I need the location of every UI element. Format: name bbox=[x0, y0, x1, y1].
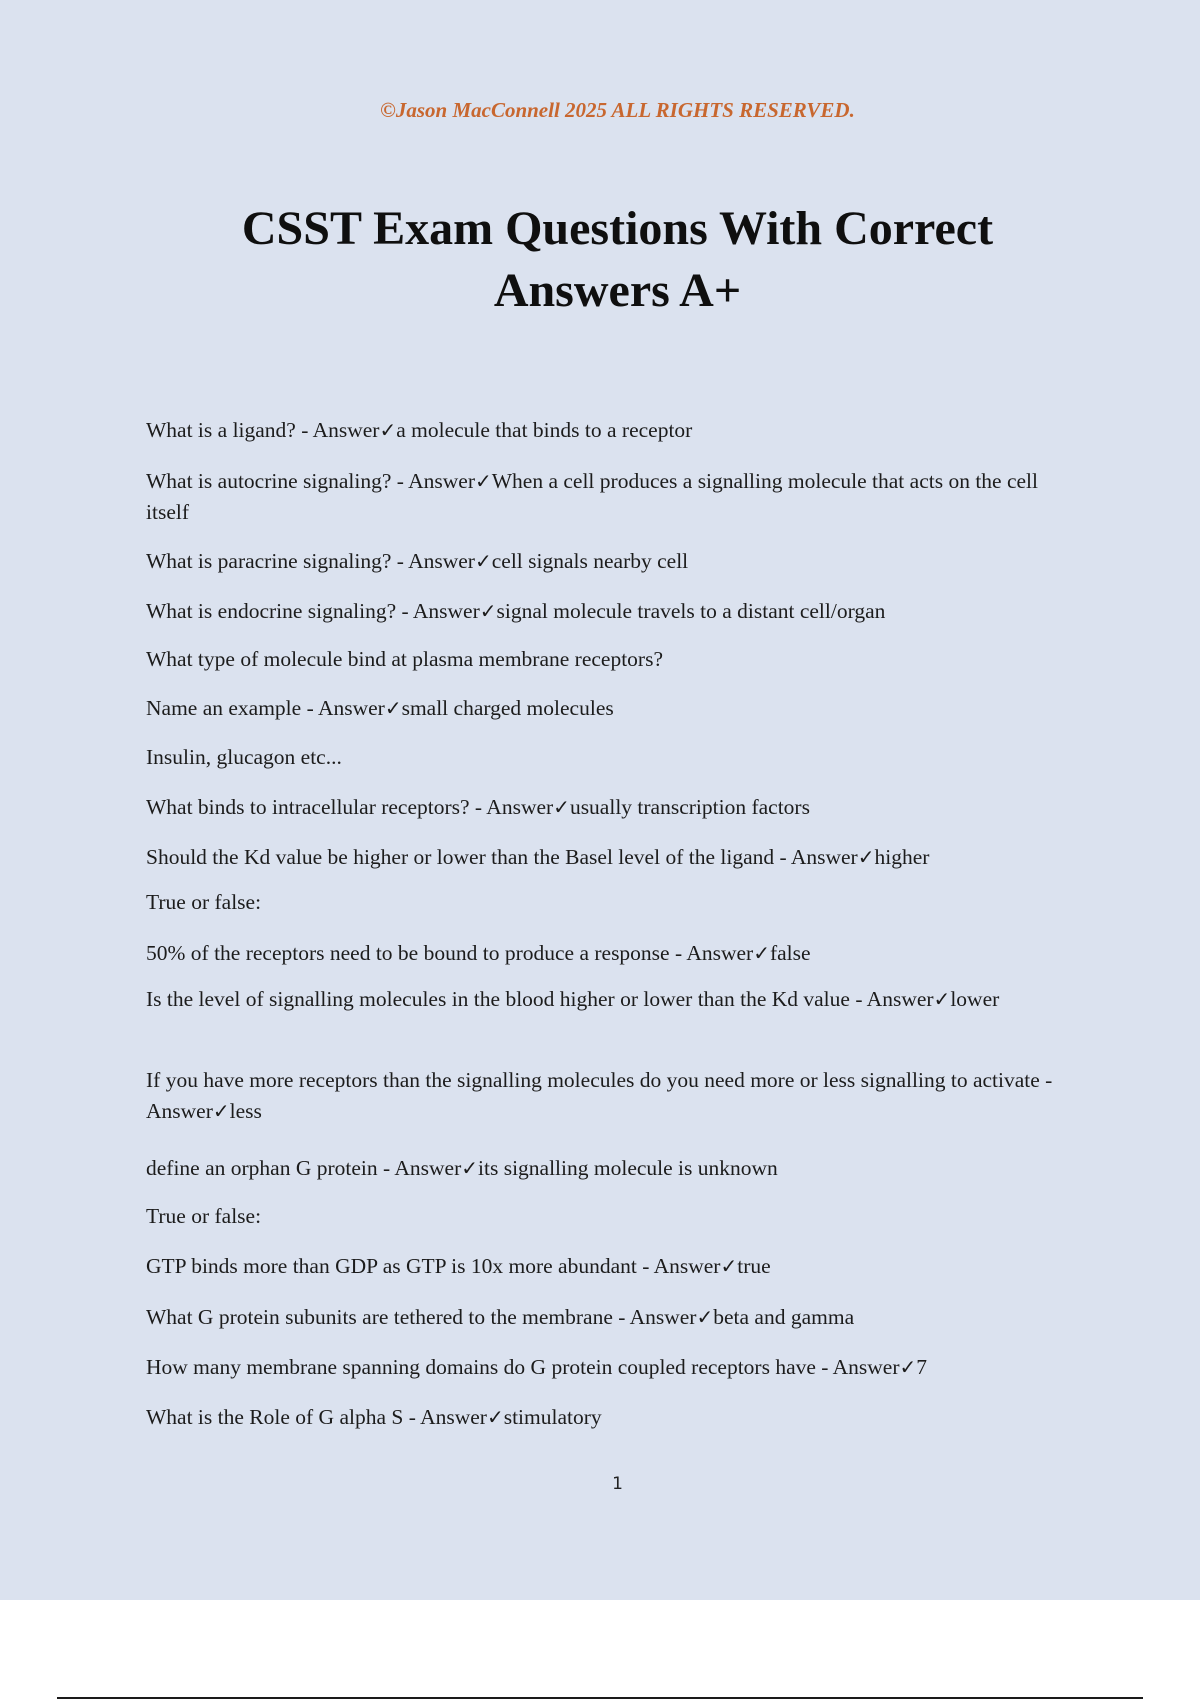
qa-item bbox=[146, 1302, 1086, 1333]
checkmark-icon: ✓ bbox=[384, 696, 402, 720]
qa-question: Is the level of signalling molecules in the blood higher or lower than the Kd value - bbox=[146, 987, 867, 1011]
qa-item bbox=[146, 1352, 1086, 1383]
checkmark-icon: ✓ bbox=[379, 418, 397, 442]
qa-text: True or false: bbox=[146, 1204, 262, 1228]
qa-text: Insulin, glucagon etc... bbox=[146, 745, 342, 769]
qa-question: define an orphan G protein - bbox=[146, 1156, 395, 1180]
document-title bbox=[0, 198, 1200, 322]
qa-question: What is endocrine signaling? - bbox=[146, 599, 413, 623]
title-line-1: CSST Exam Questions With Correct bbox=[241, 202, 994, 255]
qa-answer: When a cell produces a signalling molecule that acts on the cell itself bbox=[146, 469, 1039, 524]
qa-answer: lower bbox=[950, 987, 1000, 1011]
qa-answer: true bbox=[737, 1254, 771, 1278]
qa-item bbox=[146, 984, 1086, 1015]
checkmark-icon: ✓ bbox=[461, 1156, 479, 1180]
qa-question: What is a ligand? - bbox=[146, 418, 313, 442]
qa-answer: less bbox=[229, 1099, 262, 1123]
answer-label: Answer bbox=[408, 469, 475, 493]
qa-item bbox=[146, 596, 1086, 627]
answer-label: Answer bbox=[317, 696, 385, 720]
answer-label: Answer bbox=[629, 1305, 697, 1329]
qa-text: What type of molecule bind at plasma membrane receptors? bbox=[146, 647, 663, 671]
qa-item bbox=[146, 1201, 1086, 1232]
qa-item bbox=[146, 742, 1086, 773]
qa-answer: beta and gamma bbox=[713, 1305, 855, 1329]
qa-item bbox=[146, 842, 1086, 873]
checkmark-icon: ✓ bbox=[899, 1355, 917, 1379]
qa-question: If you have more receptors than the signalling molecules do you need more or less signalling to activate - bbox=[146, 1068, 1053, 1092]
qa-question: 50% of the receptors need to be bound to produce a response - bbox=[146, 941, 687, 965]
copyright-notice: ©Jason MacConnell 2025 ALL RIGHTS RESERVED. bbox=[380, 98, 855, 122]
qa-question: How many membrane spanning domains do G protein coupled receptors have - bbox=[146, 1355, 833, 1379]
checkmark-icon: ✓ bbox=[857, 845, 875, 869]
qa-item bbox=[146, 792, 1086, 823]
checkmark-icon: ✓ bbox=[474, 549, 492, 573]
qa-answer: 7 bbox=[916, 1355, 928, 1379]
title-line-2: Answers A+ bbox=[493, 264, 742, 317]
qa-question: GTP binds more than GDP as GTP is 10x more abundant - bbox=[146, 1254, 654, 1278]
qa-item bbox=[146, 644, 1086, 675]
checkmark-icon: ✓ bbox=[486, 1405, 504, 1429]
answer-label: Answer bbox=[312, 418, 380, 442]
qa-answer: its signalling molecule is unknown bbox=[478, 1156, 778, 1180]
qa-question: Should the Kd value be higher or lower than the Basel level of the ligand - bbox=[146, 845, 791, 869]
checkmark-icon: ✓ bbox=[479, 599, 497, 623]
checkmark-icon: ✓ bbox=[212, 1099, 230, 1123]
checkmark-icon: ✓ bbox=[553, 795, 570, 819]
answer-label: Answer bbox=[420, 1405, 487, 1429]
qa-answer: a molecule that binds to a receptor bbox=[396, 418, 693, 442]
checkmark-icon: ✓ bbox=[696, 1305, 714, 1329]
answer-label: Answer bbox=[408, 549, 475, 573]
checkmark-icon: ✓ bbox=[933, 987, 951, 1011]
qa-answer: stimulatory bbox=[503, 1405, 602, 1429]
qa-text: True or false: bbox=[146, 890, 262, 914]
qa-answer: higher bbox=[874, 845, 930, 869]
checkmark-icon: ✓ bbox=[720, 1254, 738, 1278]
answer-label: Answer bbox=[832, 1355, 900, 1379]
answer-label: Answer bbox=[866, 987, 934, 1011]
qa-item bbox=[146, 1065, 1086, 1127]
page-number: 1 bbox=[612, 1474, 623, 1494]
qa-item bbox=[146, 887, 1086, 918]
qa-question: Name an example - bbox=[146, 696, 318, 720]
qa-answer: false bbox=[769, 941, 811, 965]
answer-label: Answer bbox=[486, 795, 554, 819]
answer-label: Answer bbox=[686, 941, 754, 965]
footer-divider bbox=[57, 1697, 1143, 1699]
answer-label: Answer bbox=[146, 1099, 213, 1123]
qa-question: What G protein subunits are tethered to the membrane - bbox=[146, 1305, 630, 1329]
qa-answer: cell signals nearby cell bbox=[491, 549, 689, 573]
answer-label: Answer bbox=[394, 1156, 462, 1180]
qa-answer: signal molecule travels to a distant cell/organ bbox=[496, 599, 886, 623]
qa-question: What binds to intracellular receptors? - bbox=[146, 795, 487, 819]
qa-question: What is the Role of G alpha S - bbox=[146, 1405, 421, 1429]
answer-label: Answer bbox=[790, 845, 858, 869]
qa-item bbox=[146, 546, 1086, 577]
qa-item bbox=[146, 466, 1086, 528]
qa-question: What is autocrine signaling? - bbox=[146, 469, 409, 493]
qa-item bbox=[146, 1402, 1086, 1433]
qa-item bbox=[146, 1251, 1086, 1282]
qa-answer: small charged molecules bbox=[401, 696, 614, 720]
qa-item bbox=[146, 415, 1086, 446]
answer-label: Answer bbox=[653, 1254, 721, 1278]
qa-item bbox=[146, 938, 1086, 969]
answer-label: Answer bbox=[412, 599, 480, 623]
checkmark-icon: ✓ bbox=[753, 941, 770, 965]
qa-item bbox=[146, 1153, 1086, 1184]
checkmark-icon: ✓ bbox=[474, 469, 492, 493]
qa-question: What is paracrine signaling? - bbox=[146, 549, 409, 573]
qa-item bbox=[146, 693, 1086, 724]
qa-answer: usually transcription factors bbox=[569, 795, 810, 819]
